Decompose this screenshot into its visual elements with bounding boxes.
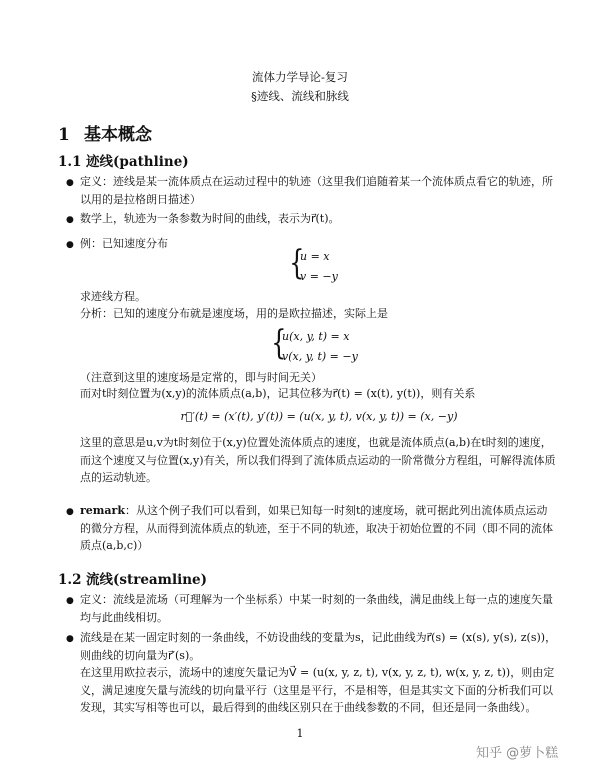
subsection-title: 流线(streamline) xyxy=(86,572,208,588)
document-subtitle: §迹线、流线和脉线 xyxy=(251,89,349,103)
remark-label: remark xyxy=(80,504,125,517)
page-number: 1 xyxy=(296,727,304,740)
bullet-icon: ● xyxy=(66,596,74,606)
watermark: 知乎 @萝卜糕 xyxy=(476,746,559,761)
bullet-icon: ● xyxy=(66,507,74,517)
paragraph-analysis: 分析：已知的速度分布就是速度场，用的是欧拉描述，实际上是 xyxy=(80,307,388,320)
equation-ode: r⃗′(t) = (x′(t), y′(t)) = (u(x, y, t), v(x, y, t)) = (x, −y) xyxy=(180,410,458,423)
brace-icon: { xyxy=(271,323,287,363)
bullet-math-pathline: 数学上，轨迹为一条参数为时间的曲线，表示为r⃗(t)。 xyxy=(80,212,340,225)
paragraph-steady-note: （注意到这里的速度场是定常的，即与时间无关） xyxy=(80,371,322,384)
paragraph-displacement: 而对t时刻位置为(x,y)的流体质点(a,b)，记其位移为r⃗(t) = (x(t), y(t))，则有关系 xyxy=(80,387,476,400)
subsection-number: 1.2 xyxy=(58,572,82,588)
bullet-definition-streamline: 定义：流线是流场（可理解为一个坐标系）中某一时刻的一条曲线，满足曲线上每一点的速度矢量均与此曲线相切。 xyxy=(80,593,553,624)
equation-line: u(x, y, t) = x xyxy=(282,330,350,343)
bullet-icon: ● xyxy=(66,178,74,188)
bullet-definition-pathline: 定义：迹线是某一流体质点在运动过程中的轨迹（这里我们追随着某一个流体质点看它的轨迹，所以用的是拉格朗日描述） xyxy=(80,175,553,206)
section-title: 基本概念 xyxy=(84,125,152,145)
document-title-block xyxy=(0,68,600,106)
bullet-icon: ● xyxy=(66,215,74,225)
brace-icon: { xyxy=(289,243,305,283)
remark-text: ：从这个例子我们可以看到，如果已知每一时刻t的速度场，就可据此列出流体质点运动的微分方程，从而得到流体质点的轨迹，至于不同的轨迹，取决于初始位置的不同（即不同的流体质点(a,b,c)） xyxy=(80,504,553,552)
bullet-streamline-curve: 流线是在某一固定时刻的一条曲线，不妨设曲线的变量为s，记此曲线为r⃗(s) = (x(s), y(s), z(s))，则曲线的切向量为r⃗′(s)。 xyxy=(80,631,557,662)
subsection-heading-pathline xyxy=(58,150,189,170)
section-number: 1 xyxy=(58,125,70,145)
subsection-title: 迹线(pathline) xyxy=(86,154,189,170)
bullet-example: 例：已知速度分布 xyxy=(80,237,168,250)
paragraph-find-pathline: 求迹线方程。 xyxy=(80,290,146,303)
subsection-number: 1.1 xyxy=(58,154,82,170)
equation-line: u = x xyxy=(300,250,330,263)
paragraph-euler-velocity-vector: 在这里用欧拉表示，流场中的速度矢量记为V⃗ = (u(x, y, z, t), v(x, y, z, t), w(x, y, z, t))，则由定义，满足速度矢量与流线的切向量平行（这里是平行，不是相等，但是其实文下面的分析我们可以发现，其实写相等也可以，最后得到的曲线区别只在于曲线参数的不同，但还是同一条曲线）。 xyxy=(80,666,555,714)
subsection-heading-streamline xyxy=(58,568,207,588)
paragraph-explanation: 这里的意思是u,v为t时刻位于(x,y)位置处流体质点的速度，也就是流体质点(a,b)在t时刻的速度，而这个速度又与位置(x,y)有关，所以我们得到了流体质点运动的一阶常微分方程组，可解得流体质点的运动轨迹。 xyxy=(80,436,556,484)
bullet-remark xyxy=(80,502,558,555)
bullet-icon: ● xyxy=(66,634,74,644)
document-title: 流体力学导论-复习 xyxy=(252,70,348,84)
equation-line: v = −y xyxy=(300,270,338,283)
equation-line: v(x, y, t) = −y xyxy=(282,350,358,363)
bullet-icon: ● xyxy=(66,240,74,250)
section-heading xyxy=(58,120,152,145)
